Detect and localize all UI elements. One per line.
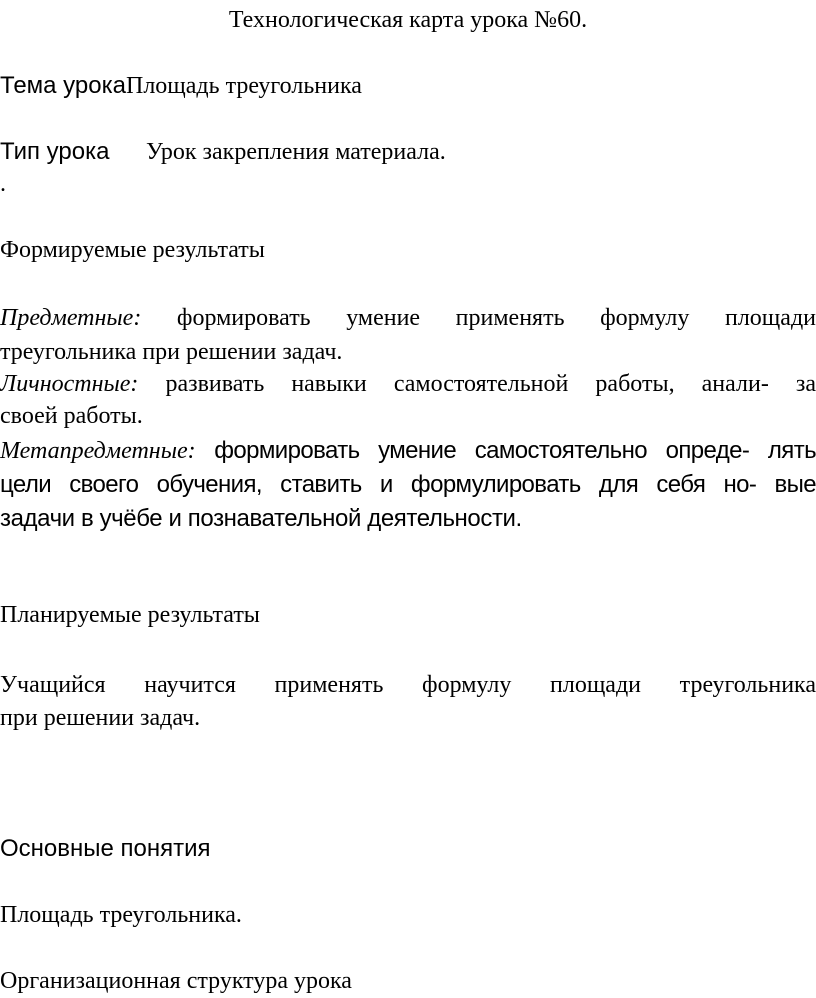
lesson-type-row (0, 136, 446, 168)
personal-results-line-2: своей работы. (0, 403, 143, 429)
lesson-type-label: Тип урока (0, 138, 110, 165)
personal-results-line-1 (0, 368, 816, 400)
basic-concepts-value: Площадь треугольника. (0, 902, 242, 928)
meta-results-text-1: формировать умение самостоятельно опреде- лять (214, 437, 816, 464)
subject-results-label: Предметные: (0, 305, 142, 331)
personal-results-label: Личностные: (0, 371, 139, 397)
topic-value: Площадь треугольника (125, 73, 362, 99)
subject-results-text-1: формировать умение применять формулу площади (176, 305, 816, 331)
subject-results-line-1 (0, 302, 816, 334)
personal-results-text-1: развивать навыки самостоятельной работы, анали- за (165, 371, 816, 397)
planned-results-line-1: Учащийся научится применять формулу площади треугольника (0, 672, 816, 698)
topic-label: Тема урока (0, 72, 126, 99)
planned-results-line-2: при решении задач. (0, 705, 201, 731)
stray-dot: . (0, 171, 6, 197)
meta-results-line-3: задачи в учёбе и познавательной деятельности. (0, 505, 522, 532)
document-title: Технологическая карта урока №60. (228, 7, 588, 33)
topic-row (0, 70, 362, 102)
basic-concepts-heading: Основные понятия (0, 835, 211, 862)
lesson-type-value: Урок закрепления материала. (146, 139, 446, 165)
planned-results-heading: Планируемые результаты (0, 602, 260, 628)
meta-results-line-2: цели своего обучения, ставить и формулировать для себя но- вые (0, 471, 816, 498)
meta-results-line-1 (0, 435, 816, 467)
meta-results-label: Метапредметные: (0, 438, 196, 464)
formed-results-heading: Формируемые результаты (0, 237, 265, 263)
org-structure-heading: Организационная структура урока (0, 968, 352, 994)
subject-results-line-2: треугольника при решении задач. (0, 339, 343, 365)
